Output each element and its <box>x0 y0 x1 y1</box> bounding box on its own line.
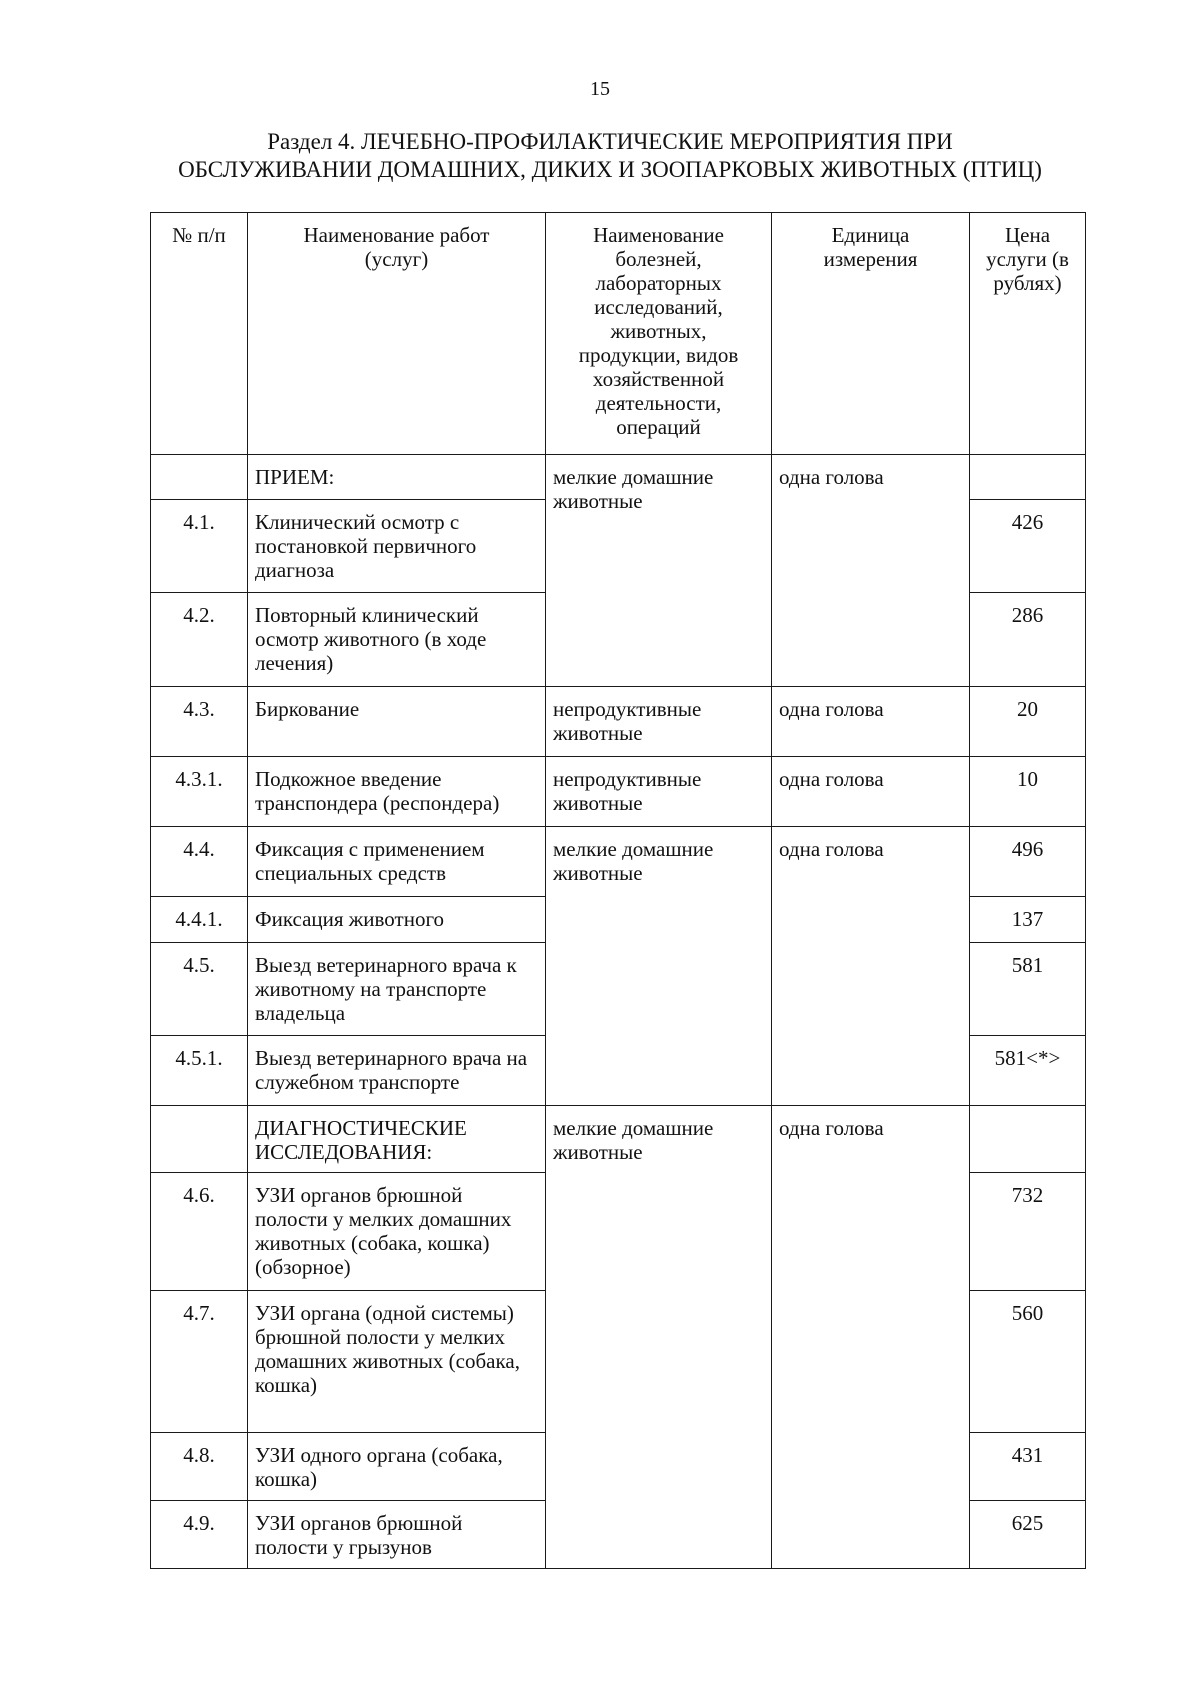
row-unit: одна голова <box>772 1106 970 1569</box>
table-row <box>151 757 1086 827</box>
row-disease: мелкие домашние животные <box>546 1106 772 1569</box>
row-price: 431 <box>970 1433 1086 1501</box>
row-name: ДИАГНОСТИЧЕСКИЕ ИССЛЕДОВАНИЯ: <box>248 1106 546 1173</box>
section-title-line-2: ОБСЛУЖИВАНИИ ДОМАШНИХ, ДИКИХ И ЗООПАРКОВЫХ ЖИВОТНЫХ (ПТИЦ) <box>178 157 1042 182</box>
row-name: ПРИЕМ: <box>248 455 546 500</box>
row-price <box>970 455 1086 500</box>
row-name: УЗИ органов брюшной полости у мелких домашних животных (собака, кошка) (обзорное) <box>248 1173 546 1291</box>
header-num: № п/п <box>151 213 248 455</box>
row-disease: непродуктивные животные <box>546 687 772 757</box>
row-num: 4.6. <box>151 1173 248 1291</box>
row-name: Повторный клинический осмотр животного (в ходе лечения) <box>248 593 546 687</box>
table-row <box>151 827 1086 897</box>
row-name: Выезд ветеринарного врача на служебном транспорте <box>248 1036 546 1106</box>
row-unit: одна голова <box>772 827 970 1106</box>
row-price: 625 <box>970 1501 1086 1569</box>
row-price: 10 <box>970 757 1086 827</box>
row-price: 581<*> <box>970 1036 1086 1106</box>
row-unit: одна голова <box>772 455 970 687</box>
row-num: 4.4. <box>151 827 248 897</box>
section-title <box>100 128 1120 184</box>
header-disease: Наименование болезней, лабораторных исследований, животных, продукции, видов хозяйственной деятельности, операций <box>546 213 772 455</box>
table-header-row <box>151 213 1086 455</box>
row-disease: непродуктивные животные <box>546 757 772 827</box>
row-name: Фиксация с применением специальных средств <box>248 827 546 897</box>
row-num <box>151 1106 248 1173</box>
table-row <box>151 687 1086 757</box>
row-num: 4.5. <box>151 943 248 1036</box>
row-num: 4.9. <box>151 1501 248 1569</box>
row-price: 560 <box>970 1291 1086 1433</box>
table-row <box>151 1106 1086 1173</box>
row-name: УЗИ органа (одной системы) брюшной полости у мелких домашних животных (собака, кошка) <box>248 1291 546 1433</box>
row-num: 4.3. <box>151 687 248 757</box>
row-num: 4.4.1. <box>151 897 248 943</box>
row-price: 496 <box>970 827 1086 897</box>
row-name: Клинический осмотр с постановкой первичного диагноза <box>248 500 546 593</box>
row-num: 4.2. <box>151 593 248 687</box>
header-price: Цена услуги (в рублях) <box>970 213 1086 455</box>
row-num: 4.1. <box>151 500 248 593</box>
table-row <box>151 455 1086 500</box>
row-price: 581 <box>970 943 1086 1036</box>
row-price: 20 <box>970 687 1086 757</box>
section-title-line-1: Раздел 4. ЛЕЧЕБНО-ПРОФИЛАКТИЧЕСКИЕ МЕРОПРИЯТИЯ ПРИ <box>267 129 953 154</box>
row-disease: мелкие домашние животные <box>546 827 772 1106</box>
row-price: 286 <box>970 593 1086 687</box>
row-num: 4.5.1. <box>151 1036 248 1106</box>
row-price: 732 <box>970 1173 1086 1291</box>
row-unit: одна голова <box>772 757 970 827</box>
row-name: Подкожное введение транспондера (респондера) <box>248 757 546 827</box>
row-price: 426 <box>970 500 1086 593</box>
row-num: 4.7. <box>151 1291 248 1433</box>
row-num: 4.3.1. <box>151 757 248 827</box>
row-name: УЗИ одного органа (собака, кошка) <box>248 1433 546 1501</box>
row-name: Выезд ветеринарного врача к животному на транспорте владельца <box>248 943 546 1036</box>
row-price <box>970 1106 1086 1173</box>
row-name: Фиксация животного <box>248 897 546 943</box>
row-price: 137 <box>970 897 1086 943</box>
services-price-table <box>150 212 1086 1569</box>
row-num <box>151 455 248 500</box>
row-unit: одна голова <box>772 687 970 757</box>
row-num: 4.8. <box>151 1433 248 1501</box>
row-disease: мелкие домашние животные <box>546 455 772 687</box>
page-number: 15 <box>590 78 610 100</box>
row-name: Биркование <box>248 687 546 757</box>
header-unit: Единица измерения <box>772 213 970 455</box>
row-name: УЗИ органов брюшной полости у грызунов <box>248 1501 546 1569</box>
header-name: Наименование работ (услуг) <box>248 213 546 455</box>
